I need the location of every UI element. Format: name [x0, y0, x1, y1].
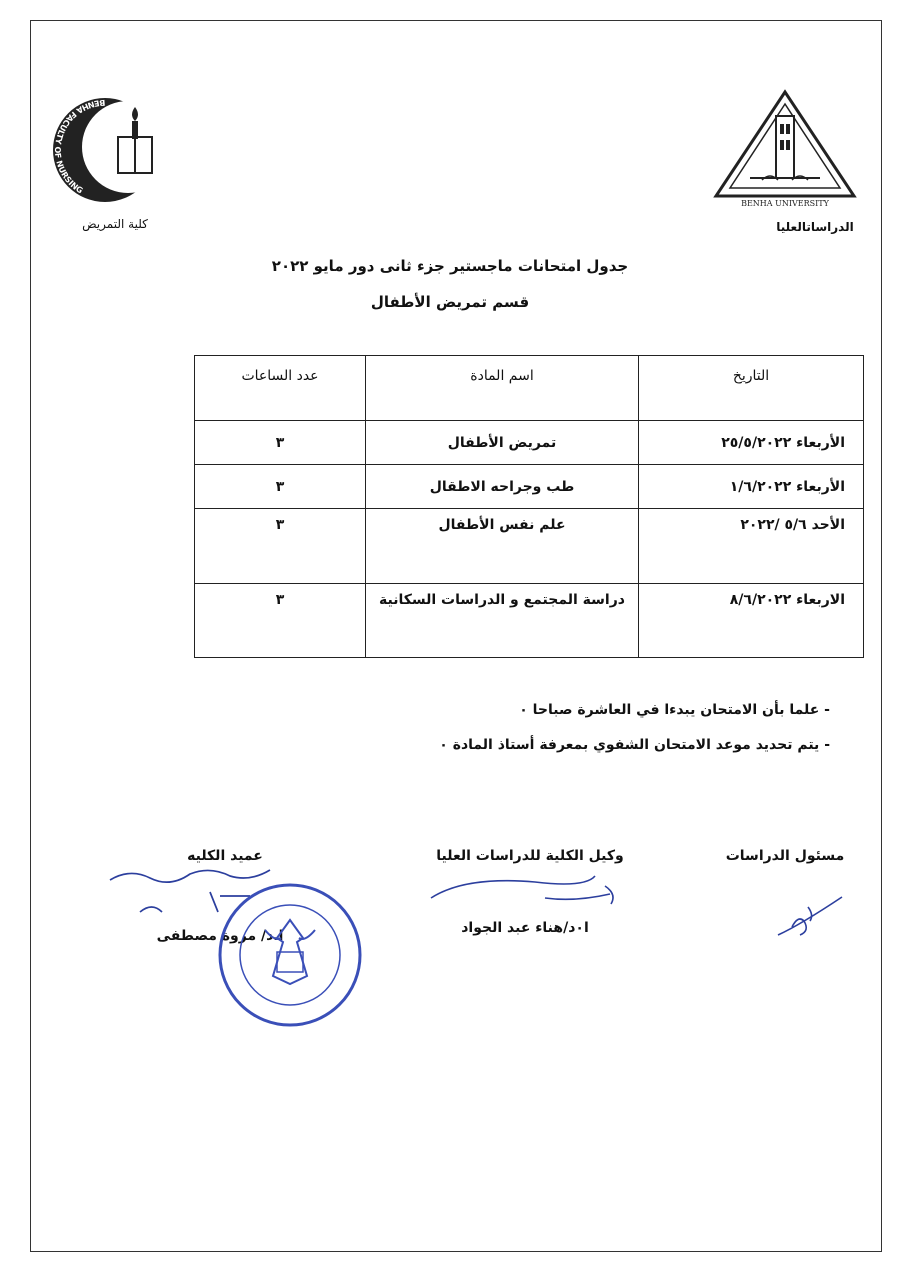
table-row [195, 583, 864, 657]
row-subject: طب وجراحه الاطقال [366, 465, 639, 509]
dean-name: ا.د/ مروة مصطفى [156, 928, 284, 944]
studies-officer-title: مسئول الدراسات [725, 848, 845, 864]
vice-dean-title: وكيل الكلية للدراسات العليا [436, 848, 624, 864]
row-subject: دراسة المجتمع و الدراسات السكانية [366, 583, 639, 657]
logo-ring-text: BENHA FACULTY OF NURSING [52, 97, 106, 196]
document-title: جدول امتحانات ماجستير جزء ثانى دور مايو ٢٠٢٢ [271, 257, 629, 275]
benha-university-logo [710, 88, 860, 208]
row-hours: ٣ [195, 465, 366, 509]
header-subject: اسم المادة [366, 356, 639, 421]
exam-schedule-table [194, 355, 864, 658]
row-subject: علم نفس الأطفال [366, 509, 639, 583]
table-header-row [195, 356, 864, 421]
row-hours: ٣ [195, 421, 366, 465]
note-exam-start: - علما بأن الامتحان يبدءا في العاشرة صباحا ٠ [519, 702, 830, 718]
logo-ring-text: BENHA UNIVERSITY [741, 199, 829, 208]
right-logo-caption: الدراساتالعليا [776, 220, 854, 234]
table-row [195, 509, 864, 583]
row-date: الأربعاء ١/٦/٢٠٢٢ [639, 465, 864, 509]
faculty-of-nursing-logo [40, 85, 170, 215]
row-date: الأربعاء ٢٥/٥/٢٠٢٢ [639, 421, 864, 465]
dean-title: عميد الكليه [187, 848, 263, 864]
studies-officer-signature [770, 885, 850, 945]
vice-dean-name: ا٠د/هناء عبد الجواد [461, 920, 589, 936]
table-row [195, 421, 864, 465]
left-logo-caption: كلية التمريض [82, 217, 148, 231]
header-hours: عدد الساعات [195, 356, 366, 421]
row-date: الأحد ٥/٦ /٢٠٢٢ [639, 509, 864, 583]
row-hours: ٣ [195, 509, 366, 583]
row-date: الاربعاء ٨/٦/٢٠٢٢ [639, 583, 864, 657]
note-oral-exam: - يتم تحديد موعد الامتحان الشفوي بمعرفة أستاذ المادة ٠ [439, 737, 830, 753]
row-subject: تمريض الأطفال [366, 421, 639, 465]
vice-dean-signature [425, 868, 625, 913]
department-title: قسم تمريض الأطفال [370, 293, 530, 311]
table-row [195, 465, 864, 509]
header-date: التاريخ [639, 356, 864, 421]
official-stamp [215, 880, 365, 1030]
row-hours: ٣ [195, 583, 366, 657]
